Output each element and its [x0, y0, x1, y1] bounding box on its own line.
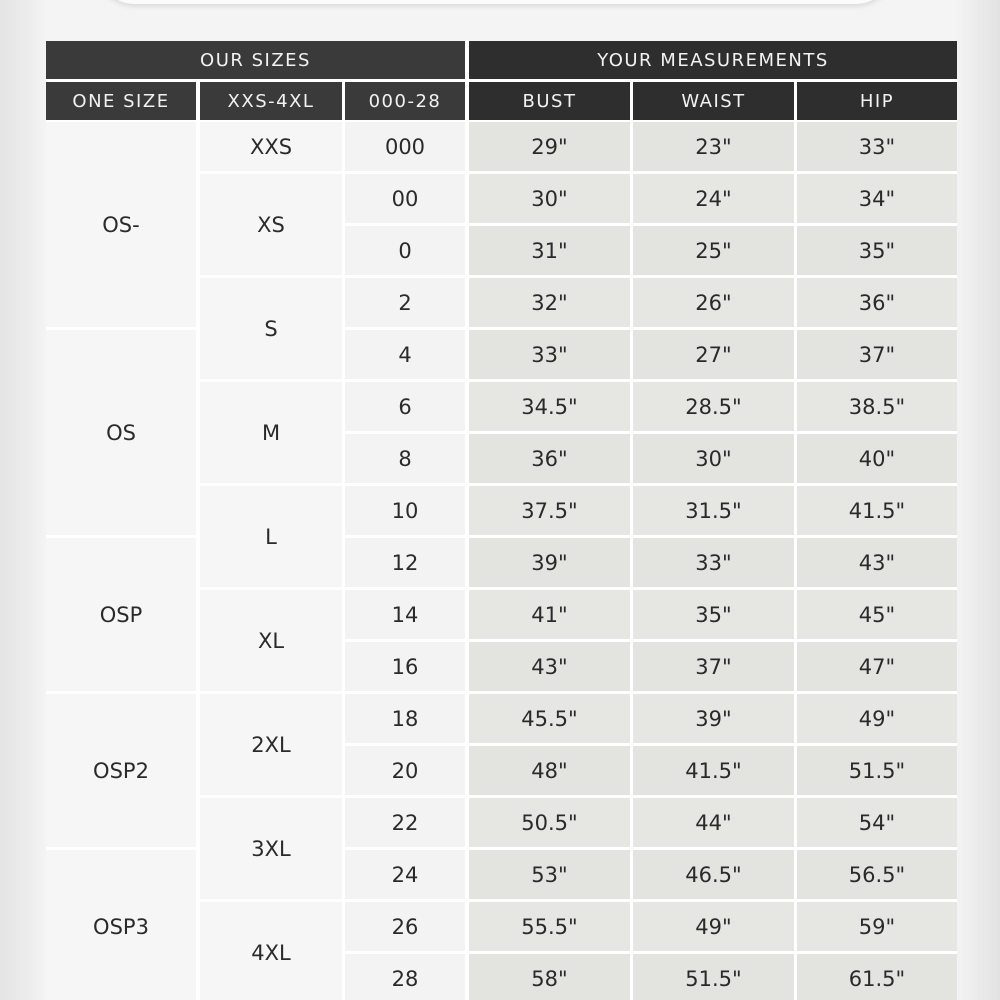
numeric-size-column-header: 000-28	[345, 82, 465, 120]
numeric-size-cell: 22	[345, 798, 465, 847]
numeric-size-cell: 6	[345, 382, 465, 431]
numeric-size-cell: 00	[345, 174, 465, 223]
hip-cell: 54"	[797, 798, 957, 847]
hip-cell: 45"	[797, 590, 957, 639]
bust-cell: 39"	[469, 538, 630, 587]
numeric-size-cell: 2	[345, 278, 465, 327]
your-measurements-header: YOUR MEASUREMENTS	[469, 41, 957, 79]
hip-cell: 61.5"	[797, 954, 957, 1000]
bust-cell: 33"	[469, 330, 630, 379]
card-edge	[95, 0, 895, 4]
hip-cell: 51.5"	[797, 746, 957, 795]
waist-cell: 31.5"	[633, 486, 794, 535]
hip-cell: 36"	[797, 278, 957, 327]
waist-cell: 51.5"	[633, 954, 794, 1000]
bust-cell: 41"	[469, 590, 630, 639]
numeric-size-cell: 20	[345, 746, 465, 795]
letter-size-cell: XXS	[200, 122, 342, 171]
bust-cell: 30"	[469, 174, 630, 223]
numeric-size-cell: 8	[345, 434, 465, 483]
letter-size-cell: L	[200, 486, 342, 587]
waist-cell: 44"	[633, 798, 794, 847]
bust-cell: 29"	[469, 122, 630, 171]
numeric-size-cell: 28	[345, 954, 465, 1000]
bust-cell: 37.5"	[469, 486, 630, 535]
waist-cell: 30"	[633, 434, 794, 483]
numeric-size-cell: 26	[345, 902, 465, 951]
waist-cell: 37"	[633, 642, 794, 691]
hip-column-header: HIP	[797, 82, 957, 120]
hip-cell: 33"	[797, 122, 957, 171]
hip-cell: 37"	[797, 330, 957, 379]
waist-column-header: WAIST	[633, 82, 794, 120]
one-size-cell: OS-	[46, 122, 196, 327]
hip-cell: 56.5"	[797, 850, 957, 899]
waist-cell: 25"	[633, 226, 794, 275]
one-size-cell: OSP3	[46, 850, 196, 1000]
waist-cell: 26"	[633, 278, 794, 327]
waist-cell: 28.5"	[633, 382, 794, 431]
hip-cell: 34"	[797, 174, 957, 223]
waist-cell: 23"	[633, 122, 794, 171]
hip-cell: 47"	[797, 642, 957, 691]
numeric-size-cell: 10	[345, 486, 465, 535]
hip-cell: 43"	[797, 538, 957, 587]
bust-cell: 31"	[469, 226, 630, 275]
letter-size-cell: S	[200, 278, 342, 379]
hip-cell: 59"	[797, 902, 957, 951]
numeric-size-cell: 14	[345, 590, 465, 639]
waist-cell: 49"	[633, 902, 794, 951]
hip-cell: 35"	[797, 226, 957, 275]
bust-cell: 43"	[469, 642, 630, 691]
bust-cell: 55.5"	[469, 902, 630, 951]
bust-cell: 50.5"	[469, 798, 630, 847]
numeric-size-cell: 0	[345, 226, 465, 275]
hip-cell: 49"	[797, 694, 957, 743]
numeric-size-cell: 12	[345, 538, 465, 587]
waist-cell: 33"	[633, 538, 794, 587]
bust-column-header: BUST	[469, 82, 630, 120]
one-size-cell: OS	[46, 330, 196, 535]
bust-cell: 53"	[469, 850, 630, 899]
hip-cell: 38.5"	[797, 382, 957, 431]
waist-cell: 27"	[633, 330, 794, 379]
waist-cell: 41.5"	[633, 746, 794, 795]
letter-size-cell: 3XL	[200, 798, 342, 899]
letter-size-cell: XS	[200, 174, 342, 275]
one-size-cell: OSP2	[46, 694, 196, 847]
bust-cell: 32"	[469, 278, 630, 327]
numeric-size-cell: 24	[345, 850, 465, 899]
letter-size-cell: 4XL	[200, 902, 342, 1000]
bust-cell: 58"	[469, 954, 630, 1000]
bust-cell: 36"	[469, 434, 630, 483]
numeric-size-cell: 16	[345, 642, 465, 691]
one-size-column-header: ONE SIZE	[46, 82, 196, 120]
size-chart-table	[46, 41, 957, 1000]
numeric-size-cell: 18	[345, 694, 465, 743]
one-size-cell: OSP	[46, 538, 196, 691]
letter-size-cell: XL	[200, 590, 342, 691]
bust-cell: 48"	[469, 746, 630, 795]
waist-cell: 35"	[633, 590, 794, 639]
waist-cell: 24"	[633, 174, 794, 223]
letter-size-cell: 2XL	[200, 694, 342, 795]
hip-cell: 40"	[797, 434, 957, 483]
bust-cell: 45.5"	[469, 694, 630, 743]
waist-cell: 46.5"	[633, 850, 794, 899]
numeric-size-cell: 4	[345, 330, 465, 379]
hip-cell: 41.5"	[797, 486, 957, 535]
numeric-size-cell: 000	[345, 122, 465, 171]
bust-cell: 34.5"	[469, 382, 630, 431]
waist-cell: 39"	[633, 694, 794, 743]
our-sizes-header: OUR SIZES	[46, 41, 465, 79]
letter-size-column-header: XXS-4XL	[200, 82, 342, 120]
letter-size-cell: M	[200, 382, 342, 483]
